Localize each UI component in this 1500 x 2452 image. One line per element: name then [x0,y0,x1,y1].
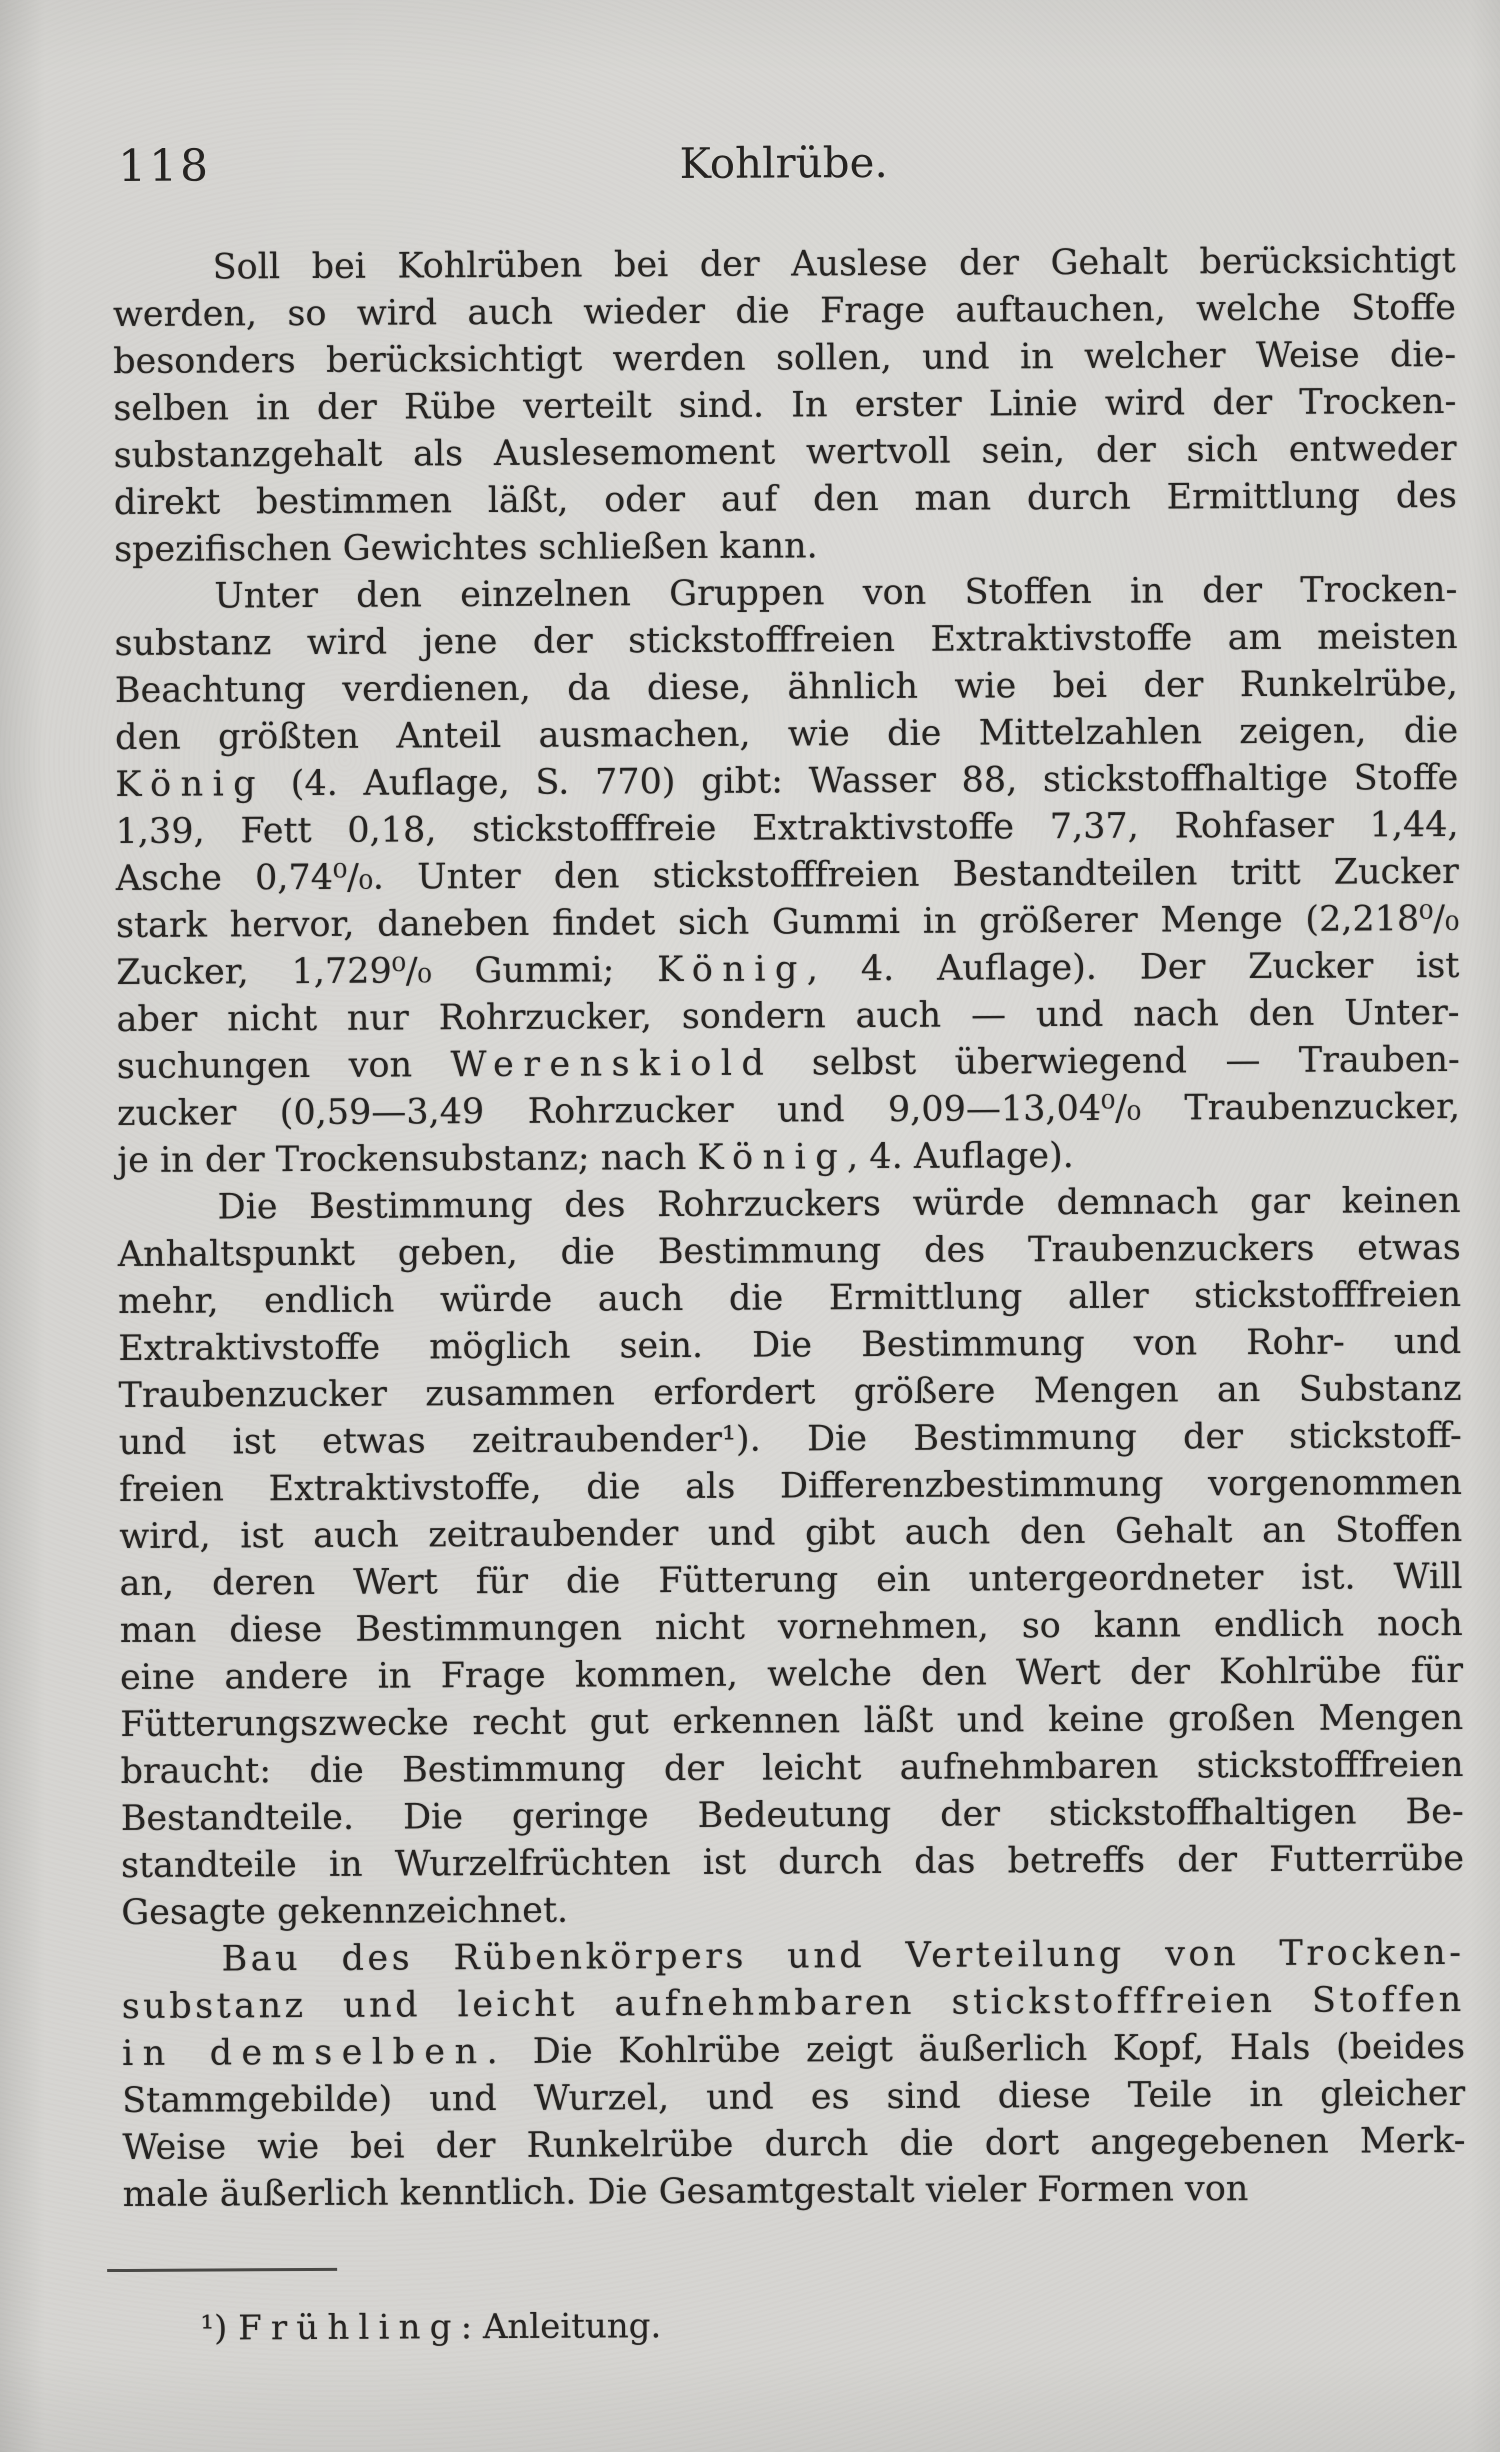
emphasized-text: substanz und leicht aufnehmbaren stickstofffreien Stoffen [121,1979,1465,2027]
text-segment: stark hervor, daneben findet sich Gummi in größerer Menge (2,218⁰/₀ [115,898,1460,946]
footnote-line [123,2299,1466,2352]
text-segment: Die Kohlrübe zeigt äußerlich Kopf, Hals (beides [506,2026,1466,2072]
footnote-separator-rule [107,2268,337,2272]
text-segment: Fütterungszwecke recht gut erkennen läßt und keine großen Mengen [120,1697,1464,1745]
text-line [118,1272,1461,1326]
page-number: 118 [117,140,212,192]
emphasized-text: König [697,1137,848,1178]
paragraph [114,567,1460,1185]
emphasized-text: König [657,949,807,991]
text-line [115,614,1458,668]
text-segment: an, deren Wert für die Fütterung ein untergeordneter ist. Will [119,1556,1463,1604]
text-line [116,896,1459,950]
text-segment: aber nicht nur Rohrzucker, sondern auch — und nach den Unter- [116,992,1460,1040]
text-segment: Asche 0,74⁰/₀. Unter den stickstofffreien Bestandteilen tritt Zucker [115,851,1459,899]
text-segment: male äußerlich kenntlich. Die Gesamtgestalt vieler Formen von [122,2169,1249,2215]
text-line [116,990,1459,1044]
text-line [113,238,1456,292]
text-line [117,1131,1460,1185]
text-segment: selben in der Rübe verteilt sind. In erster Linie wird der Trocken- [113,381,1457,429]
emphasized-text: Werenskiold [450,1043,774,1086]
text-line [123,2165,1466,2219]
text-segment: werden, so wird auch wieder die Frage auftauchen, welche Stoffe [112,287,1456,335]
text-segment: Zucker, 1,729⁰/₀ Gummi; [116,950,658,993]
text-segment: Die Bestimmung des Rohrzuckers würde demnach gar keinen [217,1180,1461,1228]
text-line [113,379,1456,433]
text-segment: ¹) [200,2308,239,2349]
text-segment: zucker (0,59—3,49 Rohrzucker und 9,09—13,04⁰/₀ Traubenzucker, [116,1086,1461,1134]
paragraph [121,1930,1465,2219]
text-segment: direkt bestimmen läßt, oder auf den man durch Ermittlung des [113,475,1457,523]
text-segment: Gesagte gekennzeichnet. [121,1890,569,1933]
paragraph [113,238,1458,574]
text-line [122,1977,1465,2031]
text-segment: Stammgebilde) und Wurzel, und es sind diese Teile in gleicher [122,2073,1466,2121]
text-segment: suchungen von [116,1045,451,1087]
text-line [122,2024,1465,2078]
text-segment: man diese Bestimmungen nicht vornehmen, so kann endlich noch [119,1603,1463,1651]
text-segment: besonders berücksichtigt werden sollen, und in welcher Weise die- [113,334,1457,382]
emphasized-text: König [115,764,266,805]
text-segment: selbst überwiegend — Trauben- [773,1039,1460,1084]
text-segment: mehr, endlich würde auch die Ermittlung aller stickstofffreien [117,1274,1462,1322]
text-line [121,1789,1464,1843]
text-segment: standteile in Wurzelfrüchten ist durch das betreffs der Futterrübe [120,1838,1465,1886]
text-segment: (4. Auflage, S. 770) gibt: Wasser 88, stickstoffhaltige Stoffe [264,757,1459,805]
text-segment: freien Extraktivstoffe, die als Differenzbestimmung vorgenommen [118,1462,1463,1510]
page-header [112,136,1455,190]
text-line [114,567,1457,621]
text-segment: Anhaltspunkt geben, die Bestimmung des Traubenzuckers etwas [117,1227,1461,1275]
emphasized-text: Frühling [238,2307,461,2349]
text-line [115,802,1458,856]
text-line [118,1225,1461,1279]
text-line [120,1695,1463,1749]
text-segment: Weise wie bei der Runkelrübe durch die dort angegebenen Merk- [122,2120,1466,2168]
emphasized-text: Bau des Rübenkörpers und Verteilung von Trocken- [221,1932,1465,1980]
text-line [115,708,1458,762]
text-segment: substanz wird jene der stickstofffreien Extraktivstoffe am meisten [114,616,1458,664]
text-line [114,520,1457,574]
text-line [122,2071,1465,2125]
running-title: Kohlrübe. [679,137,888,189]
text-line [121,1930,1464,1984]
text-line [119,1507,1462,1561]
text-segment: spezifischen Gewichtes schließen kann. [114,526,818,570]
text-line [117,1084,1460,1138]
text-line [118,1319,1461,1373]
text-line [119,1460,1462,1514]
text-segment: Beachtung verdienen, da diese, ähnlich wie bei der Runkelrübe, [114,663,1458,711]
text-line [114,473,1457,527]
text-line [119,1413,1462,1467]
text-line [120,1742,1463,1796]
text-line [115,661,1458,715]
text-line [117,1178,1460,1232]
text-segment: Traubenzucker zusammen erfordert größere Mengen an Substanz [118,1368,1462,1416]
text-line [122,2118,1465,2172]
text-segment: , 4. Auflage). Der Zucker ist [806,945,1460,990]
text-line [116,943,1459,997]
text-line [118,1366,1461,1420]
text-segment: Extraktivstoffe möglich sein. Die Bestimmung von Rohr- und [118,1321,1462,1369]
text-line [120,1601,1463,1655]
text-segment: braucht: die Bestimmung der leicht aufnehmbaren stickstofffreien [120,1744,1464,1792]
text-segment: wird, ist auch zeitraubender und gibt auch den Gehalt an Stoffen [119,1509,1463,1557]
text-segment: substanzgehalt als Auslesemoment wertvoll sein, der sich entweder [113,428,1457,476]
text-segment: Bestandteile. Die geringe Bedeutung der stickstoffhaltigen Be- [120,1791,1464,1839]
text-line [120,1648,1463,1702]
text-segment: Unter den einzelnen Gruppen von Stoffen in der Trocken- [214,569,1458,617]
text-line [117,1037,1460,1091]
text-line [121,1883,1464,1937]
text-line [116,849,1459,903]
text-line [119,1554,1462,1608]
text-line [113,285,1456,339]
text-segment: und ist etwas zeitraubender¹). Die Bestimmung der stickstoff- [118,1415,1462,1463]
emphasized-text: in demselben. [121,2031,508,2074]
page-content [112,136,1467,2352]
text-segment: eine andere in Frage kommen, welche den Wert der Kohlrübe für [119,1650,1464,1698]
paragraph [117,1178,1464,1937]
body-text [113,238,1466,2219]
text-line [121,1836,1464,1890]
text-line [115,755,1458,809]
footnote [123,2299,1466,2352]
text-segment: je in der Trockensubstanz; nach [117,1137,698,1181]
text-segment: Soll bei Kohlrüben bei der Auslese der Gehalt berücksichtigt [212,240,1456,288]
text-segment: den größten Anteil ausmachen, wie die Mittelzahlen zeigen, die [115,710,1459,758]
text-line [113,332,1456,386]
text-line [114,426,1457,480]
text-segment: 1,39, Fett 0,18, stickstofffreie Extraktivstoffe 7,37, Rohfaser 1,44, [115,804,1459,852]
text-segment: , 4. Auflage). [847,1135,1074,1178]
text-segment: : Anleitung. [460,2306,662,2348]
